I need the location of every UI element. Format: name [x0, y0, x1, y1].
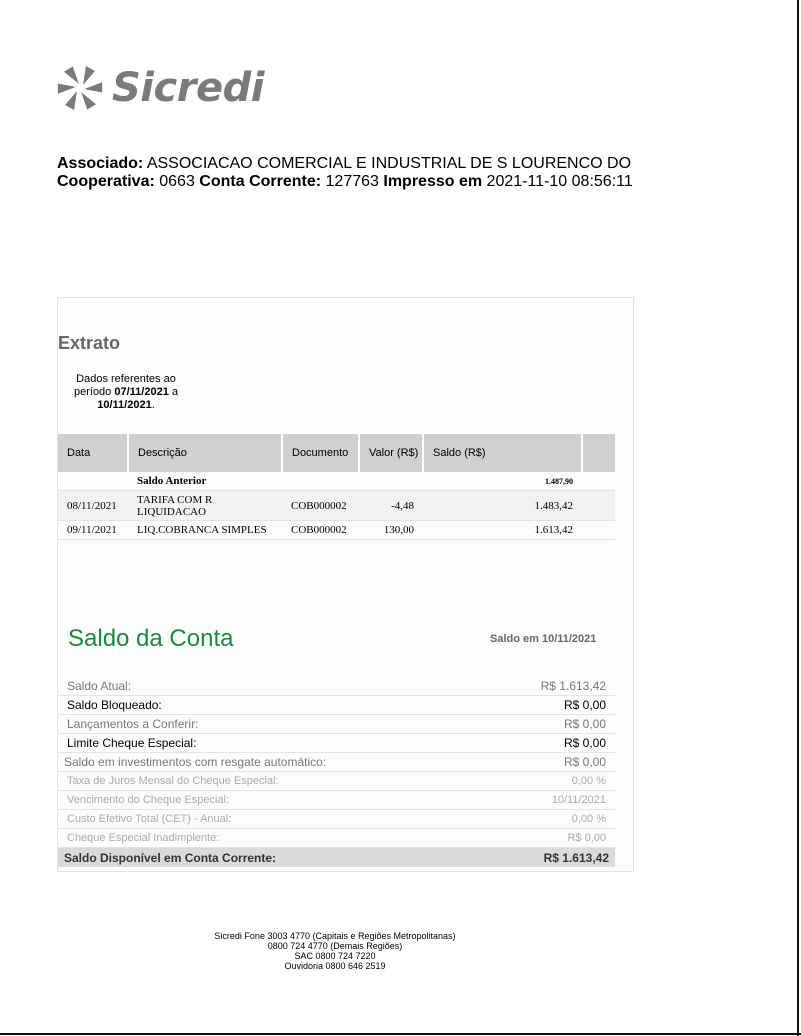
row-valor: -4,48	[359, 491, 423, 521]
col-header-data: Data	[58, 434, 128, 472]
balance-label: Lançamentos a Conferir:	[67, 717, 199, 731]
col-header-saldo: Saldo (R$)	[423, 434, 582, 472]
period-line2	[62, 386, 190, 399]
balance-value: 10/11/2021	[551, 794, 606, 806]
balance-value: R$ 0,00	[563, 717, 606, 731]
statement-table	[58, 434, 615, 540]
balance-value: 0,00 %	[571, 813, 606, 825]
col-header-documento: Documento	[282, 434, 359, 472]
cooperativa-line	[57, 173, 633, 191]
associado-label: Associado:	[57, 155, 144, 172]
associado-line	[57, 155, 633, 173]
page-border-bottom	[0, 1033, 801, 1035]
balance-label: Custo Efetivo Total (CET) - Anual:	[67, 813, 232, 825]
period-line1: Dados referentes ao	[76, 373, 176, 385]
row-valor: 130,00	[359, 521, 423, 540]
period-start: 07/11/2021	[114, 386, 169, 398]
balance-value: R$ 0,00	[563, 755, 606, 769]
impresso-label: Impresso em	[383, 173, 483, 190]
balance-row-taxa-juros	[58, 772, 615, 791]
saldo-date-label: Saldo em 10/11/2021	[490, 633, 597, 645]
row-saldo: 1.483,42	[423, 491, 582, 521]
balance-row-cet	[58, 810, 615, 829]
footer-line4: Ouvidoria 0800 646 2519	[284, 961, 386, 971]
row-data: 08/11/2021	[58, 491, 128, 521]
balance-label: Taxa de Juros Mensal do Cheque Especial:	[67, 775, 279, 787]
footer-line2: 0800 724 4770 (Demais Regiões)	[267, 941, 403, 951]
balance-row-saldo-bloqueado	[58, 696, 615, 715]
balance-value: R$ 0,00	[563, 698, 606, 712]
balance-value: R$ 0,00	[567, 832, 606, 844]
balance-value: R$ 0,00	[563, 736, 606, 750]
footer-line1: Sicredi Fone 3003 4770 (Capitais e Regiões Metropolitanas)	[214, 931, 456, 941]
logo-text: Sicredi	[112, 65, 264, 111]
row-descricao: TARIFA COM R LIQUIDACAO	[128, 491, 282, 521]
balance-value: 0,00 %	[571, 775, 606, 787]
account-header	[57, 155, 633, 191]
sicredi-pinwheel-icon	[56, 64, 104, 112]
conta-value: 127763	[325, 173, 379, 190]
period-prefix: período	[73, 386, 112, 398]
sicredi-logo	[56, 62, 264, 114]
period-info	[62, 373, 190, 412]
saldo-anterior-label: Saldo Anterior	[128, 472, 282, 491]
balance-label: Saldo em investimentos com resgate automático:	[64, 755, 327, 769]
col-header-descricao: Descrição	[128, 434, 282, 472]
period-line3	[62, 399, 190, 412]
page-border-right	[797, 0, 799, 1036]
balance-row-lancamentos	[58, 715, 615, 734]
row-data: 09/11/2021	[58, 521, 128, 540]
impresso-value: 2021-11-10 08:56:11	[486, 173, 633, 190]
balance-label: Cheque Especial Inadimplente:	[67, 832, 220, 844]
saldo-anterior-value: 1.487,90	[423, 472, 582, 491]
balance-value: R$ 1.613,42	[540, 679, 606, 693]
footer-line3: SAC 0800 724 7220	[294, 951, 376, 961]
period-end: 10/11/2021	[97, 399, 152, 411]
associado-value: ASSOCIACAO COMERCIAL E INDUSTRIAL DE S LOURENCO DO	[146, 155, 632, 172]
row-documento: COB000002	[282, 491, 359, 521]
total-label: Saldo Disponível em Conta Corrente:	[64, 850, 277, 865]
period-mid: a	[171, 386, 178, 398]
saldo-anterior-row	[58, 472, 615, 491]
balance-row-saldo-atual	[58, 677, 615, 696]
row-saldo: 1.613,42	[423, 521, 582, 540]
table-row	[58, 521, 615, 540]
cooperativa-label: Cooperativa:	[57, 173, 155, 190]
balance-row-investimentos	[58, 753, 615, 772]
row-descricao: LIQ.COBRANCA SIMPLES	[128, 521, 282, 540]
balance-summary	[58, 677, 615, 867]
balance-label: Saldo Bloqueado:	[67, 698, 162, 712]
balance-row-vencimento	[58, 791, 615, 810]
balance-row-total	[58, 848, 615, 867]
saldo-conta-title: Saldo da Conta	[68, 625, 234, 652]
row-documento: COB000002	[282, 521, 359, 540]
total-value: R$ 1.613,42	[543, 850, 609, 865]
balance-row-inadimplente	[58, 829, 615, 848]
balance-row-limite-cheque	[58, 734, 615, 753]
balance-label: Saldo Atual:	[67, 679, 132, 693]
table-header-row	[58, 434, 615, 472]
col-header-empty	[582, 434, 615, 472]
conta-label: Conta Corrente:	[199, 173, 322, 190]
balance-label: Vencimento do Cheque Especial:	[67, 794, 230, 806]
balance-label: Limite Cheque Especial:	[67, 736, 197, 750]
extrato-title: Extrato	[58, 333, 121, 353]
col-header-valor: Valor (R$)	[359, 434, 423, 472]
footer-contacts	[160, 931, 510, 971]
cooperativa-value: 0663	[159, 173, 195, 190]
table-row	[58, 491, 615, 521]
period-end-suffix: .	[151, 399, 155, 411]
